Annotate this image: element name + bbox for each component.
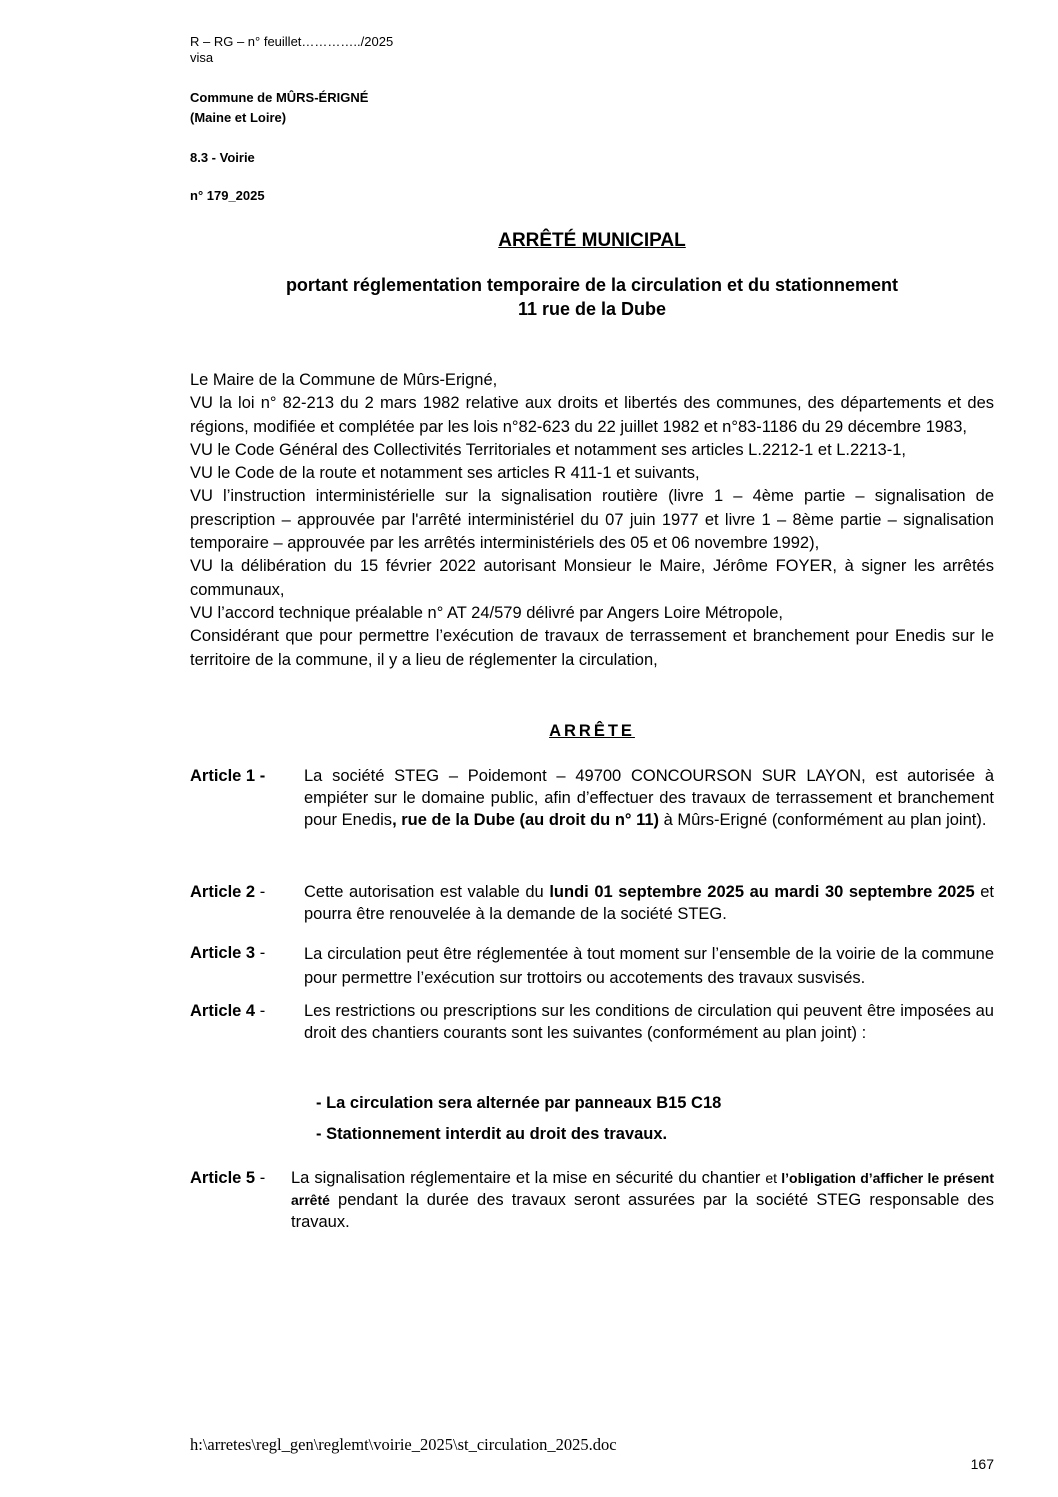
- subtitle-line-1: portant réglementation temporaire de la circulation et du stationnement: [285, 275, 899, 295]
- decree-heading-text: ARRÊTE: [549, 722, 635, 740]
- article-5-posting-obligation: l’obligation d’afficher le présent arrêté: [291, 1170, 994, 1208]
- article-2-text-part: Cette autorisation est valable du: [304, 883, 550, 901]
- category-label: 8.3 - Voirie: [190, 150, 255, 165]
- article-1-text-part: La société STEG – Poidemont – 49700 CONCOURSON SUR LAYON, est autorisée à empiéter sur le domaine public, afin d’effectuer des travaux de terrassement et branchement pour Enedis: [304, 767, 994, 829]
- article-5-label-text: Article 5: [190, 1169, 256, 1187]
- preamble: [190, 369, 994, 672]
- article-5-text-part: pendant la durée des travaux seront assurées par la société STEG responsable des travaux.: [291, 1191, 994, 1231]
- article-2-label-text: Article 2: [190, 883, 256, 901]
- article-4-bullet: - La circulation sera alternée par panneaux B15 C18: [316, 1094, 722, 1112]
- article-3-label: [190, 942, 265, 964]
- article-4-label-text: Article 4: [190, 1002, 256, 1020]
- article-2-label: [190, 881, 265, 903]
- decree-heading: [190, 720, 994, 742]
- article-5-text-part: et: [765, 1170, 782, 1186]
- preamble-paragraph: Le Maire de la Commune de Mûrs-Erigné,: [190, 371, 498, 389]
- document-subtitle: [190, 273, 994, 321]
- article-2-dash: -: [255, 883, 266, 901]
- document-title-text: ARRÊTÉ MUNICIPAL: [498, 230, 686, 251]
- article-1-text: [304, 765, 994, 831]
- preamble-paragraph: VU la loi n° 82-213 du 2 mars 1982 relative aux droits et libertés des communes, des départements et des régions, modifiée et complétée par les lois n°82-623 du 22 juillet 1982 et n°83-1186 du 29 décembre 1983,: [190, 394, 994, 436]
- article-4-text: Les restrictions ou prescriptions sur les conditions de circulation qui peuvent être imposées au droit des chantiers courants sont les suivantes (conformément au plan joint) :: [304, 1002, 994, 1042]
- article-4-label: [190, 1000, 265, 1022]
- page-number: 167: [970, 1456, 994, 1472]
- article-5-label: [190, 1167, 265, 1189]
- preamble-paragraph: VU l’instruction interministérielle sur la signalisation routière (livre 1 – 4ème partie – signalisation de prescription – approuvée par l'arrêté interministériel du 07 juin 1977 et livre 1 – 8ème partie – signalisation temporaire – approuvée par les arrêtés interministériels des 05 et 06 novembre 1992),: [190, 487, 994, 553]
- reference-line: R – RG – n° feuillet…………../2025: [190, 34, 394, 49]
- article-3-text: La circulation peut être réglementée à tout moment sur l’ensemble de la voirie de la commune pour permettre l’exécution sur trottoirs ou accotements des travaux susvisés.: [304, 945, 994, 987]
- article-1-location: , rue de la Dube (au droit du n° 11): [392, 811, 660, 829]
- preamble-paragraph: VU l’accord technique préalable n° AT 24/579 délivré par Angers Loire Métropole,: [190, 603, 784, 622]
- article-3-dash: -: [255, 944, 266, 962]
- article-3-label-text: Article 3: [190, 944, 256, 962]
- article-5-text-part: La signalisation réglementaire et la mise en sécurité du chantier: [291, 1169, 766, 1187]
- article-5-dash: -: [255, 1169, 266, 1187]
- visa-label: visa: [190, 50, 214, 65]
- article-4-bullet: - Stationnement interdit au droit des travaux.: [316, 1125, 668, 1143]
- preamble-paragraph: VU la délibération du 15 février 2022 autorisant Monsieur le Maire, Jérôme FOYER, à signer les arrêtés communaux,: [190, 557, 994, 599]
- preamble-paragraph: VU le Code Général des Collectivités Territoriales et notamment ses articles L.2212-1 et L.2213-1,: [190, 440, 906, 459]
- preamble-paragraph: VU le Code de la route et notamment ses articles R 411-1 et suivants,: [190, 464, 700, 483]
- preamble-paragraph: Considérant que pour permettre l’exécution de travaux de terrassement et branchement pour Enedis sur le territoire de la commune, il y a lieu de réglementer la circulation,: [190, 627, 994, 669]
- article-1-label: Article 1 -: [190, 767, 266, 785]
- article-5-text: [291, 1167, 994, 1233]
- article-4-dash: -: [255, 1002, 266, 1020]
- department-name: (Maine et Loire): [190, 110, 287, 125]
- article-2-text-part: et pourra être renouvelée à la demande de la société STEG.: [304, 883, 994, 923]
- file-path: h:\arretes\regl_gen\reglemt\voirie_2025\st_circulation_2025.doc: [190, 1435, 617, 1454]
- article-2-text: [304, 881, 994, 925]
- document-title: [190, 229, 994, 253]
- subtitle-line-2: 11 rue de la Dube: [517, 299, 667, 319]
- decree-number: n° 179_2025: [190, 188, 265, 203]
- article-2-dates: lundi 01 septembre 2025 au mardi 30 septembre 2025: [549, 883, 975, 901]
- commune-name: Commune de MÛRS-ÉRIGNÉ: [190, 90, 369, 105]
- article-1-text-part: à Mûrs-Erigné (conformément au plan joint).: [659, 811, 987, 829]
